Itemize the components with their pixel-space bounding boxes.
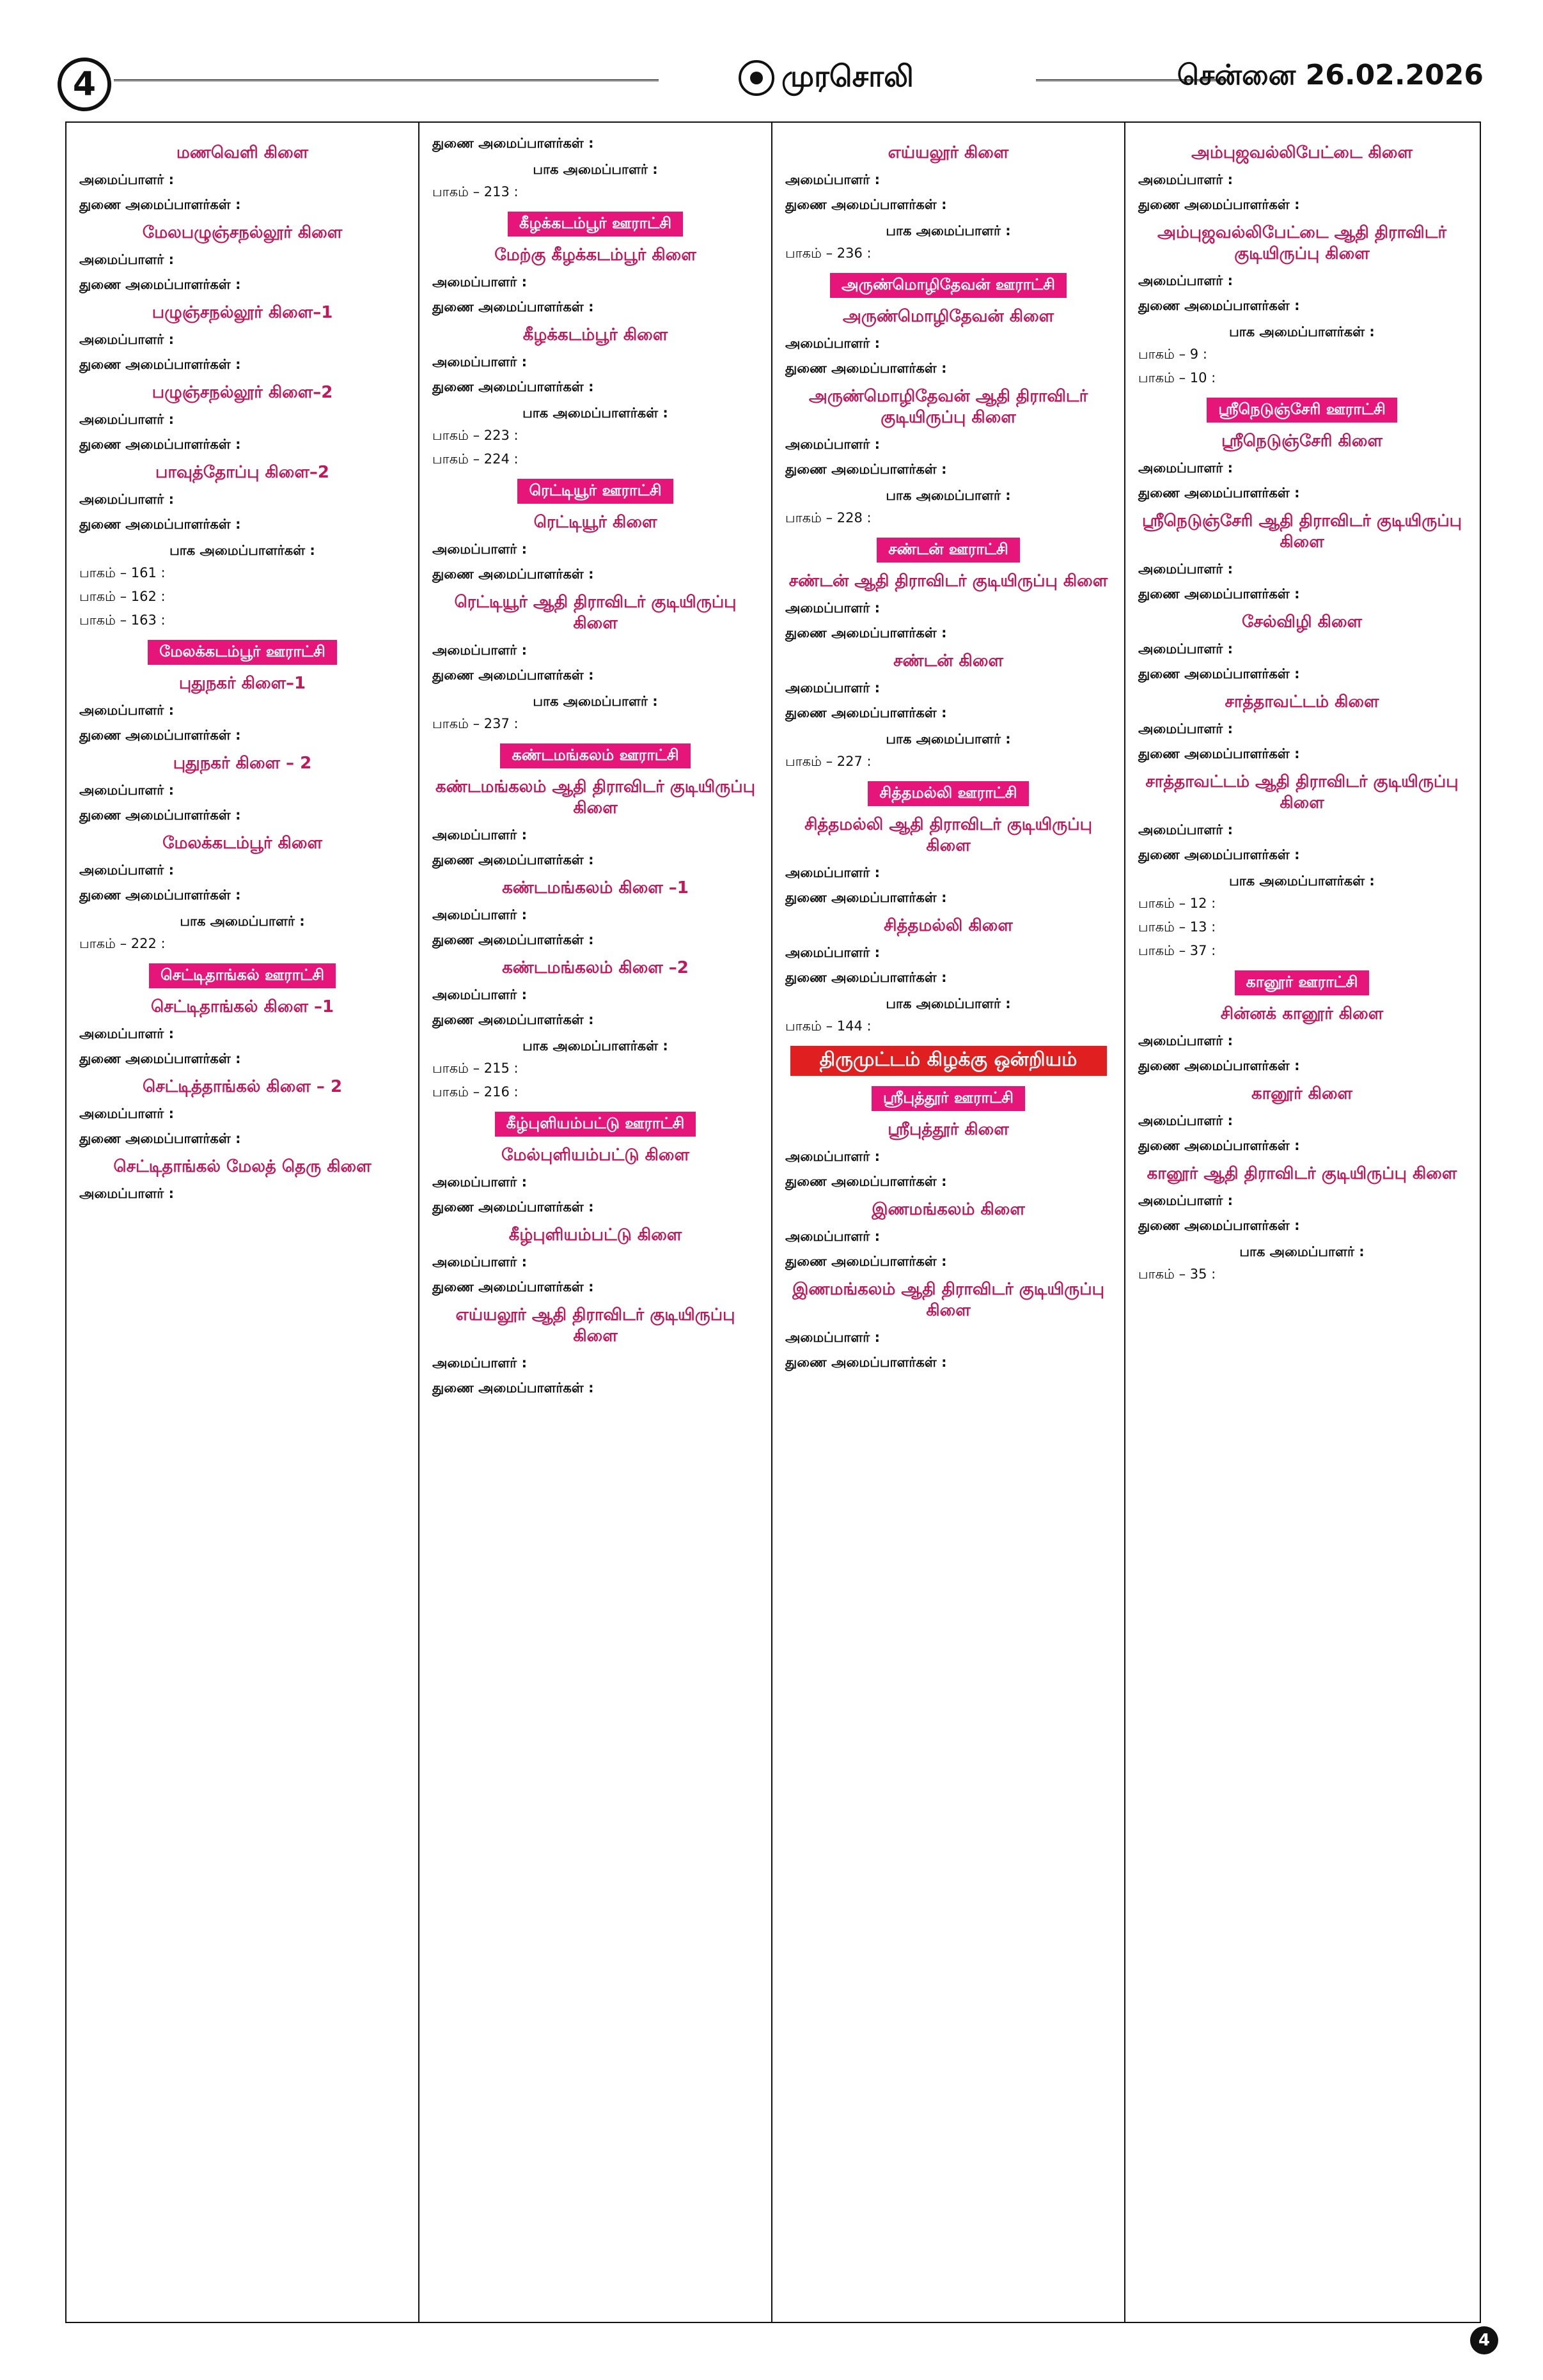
column-1 [67, 123, 419, 2322]
office-bearer-entry [1138, 297, 1466, 315]
section-heading: ஸ்ரீபுத்தூர் கிளை [888, 1120, 1009, 1139]
office-bearer-entry [79, 1130, 405, 1148]
role-label: அமைப்பாளர் : [79, 172, 174, 187]
office-bearer-entry [785, 599, 1111, 618]
role-label: அமைப்பாளர் : [785, 1330, 880, 1345]
role-label: அமைப்பாளர் : [432, 354, 527, 369]
role-label: துணை அமைப்பாளர்கள் : [1138, 197, 1300, 212]
office-bearer-entry [432, 378, 758, 396]
section-heading: எய்யலூர் ஆதி திராவிடர் குடியிருப்பு கிளை [455, 1305, 735, 1346]
office-bearer-entry [1138, 272, 1466, 290]
section-heading: செட்டிதாங்கல் கிளை –1 [150, 997, 334, 1016]
role-label: துணை அமைப்பாளர்கள் : [79, 277, 241, 292]
ward-line: பாகம் – 227 : [785, 754, 872, 769]
role-label: அமைப்பாளர் : [432, 1174, 527, 1190]
subheading: பாக அமைப்பாளர் : [533, 162, 658, 177]
office-bearer-entry [79, 781, 405, 800]
section-heading: பழுஞ்சநல்லூர் கிளை–2 [152, 383, 333, 402]
role-label: துணை அமைப்பாளர்கள் : [785, 462, 947, 477]
panchayat-banner: கீழக்கடம்பூர் ஊராட்சி [508, 212, 683, 237]
role-label: அமைப்பாளர் : [432, 642, 527, 658]
office-bearer-entry [79, 861, 405, 880]
office-bearer-entry [432, 565, 758, 584]
role-label: அமைப்பாளர் : [432, 987, 527, 1002]
role-label: துணை அமைப்பாளர்கள் : [1138, 1138, 1300, 1153]
office-bearer-entry [1138, 640, 1466, 658]
role-label: அமைப்பாளர் : [785, 945, 880, 960]
office-bearer-entry [432, 353, 758, 371]
section-heading: கானூர் கிளை [1251, 1084, 1353, 1103]
section-heading: சேல்விழி கிளை [1241, 612, 1363, 632]
office-bearer-entry [79, 1050, 405, 1068]
section-heading: கண்டமங்கலம் கிளை –1 [502, 878, 689, 898]
section-heading: அருண்மொழிதேவன் ஆதி திராவிடர் குடியிருப்பு கிளை [808, 387, 1088, 427]
office-bearer-entry [785, 889, 1111, 907]
office-bearer-entry [785, 704, 1111, 722]
role-label: அமைப்பாளர் : [785, 680, 880, 696]
office-bearer-entry [79, 1185, 405, 1203]
role-label: துணை அமைப்பாளர்கள் : [432, 1199, 594, 1215]
office-bearer-entry [79, 806, 405, 825]
office-bearer-entry [432, 851, 758, 869]
role-label: அமைப்பாளர் : [785, 865, 880, 880]
section-heading: சித்தமல்லி ஆதி திராவிடர் குடியிருப்பு கிளை [804, 815, 1092, 855]
ward-line: பாகம் – 215 : [432, 1061, 519, 1076]
office-bearer-entry [432, 641, 758, 660]
subheading: பாக அமைப்பாளர்கள் : [169, 543, 315, 558]
role-label: துணை அமைப்பாளர்கள் : [79, 517, 241, 532]
paper-logo-icon [739, 60, 774, 96]
section-heading: சாத்தாவட்டம் கிளை [1225, 692, 1379, 712]
office-bearer-entry [1138, 585, 1466, 603]
panchayat-banner: கானூர் ஊராட்சி [1235, 970, 1370, 995]
role-label: துணை அமைப்பாளர்கள் : [432, 1380, 594, 1396]
office-bearer-entry [1138, 1112, 1466, 1130]
role-label: துணை அமைப்பாளர்கள் : [1138, 666, 1300, 681]
role-label: அமைப்பாளர் : [785, 437, 880, 452]
ward-line: பாகம் – 9 : [1138, 346, 1207, 362]
role-label: அமைப்பாளர் : [785, 600, 880, 616]
role-label: அமைப்பாளர் : [79, 1186, 174, 1201]
section-heading: புதுநகர் கிளை–1 [178, 674, 306, 693]
office-bearer-entry [432, 1011, 758, 1029]
section-heading: மணவெளி கிளை [176, 143, 309, 162]
ward-line: பாகம் – 237 : [432, 716, 519, 731]
masthead [38, 51, 1503, 109]
section-heading: மேற்கு கீழக்கடம்பூர் கிளை [494, 245, 696, 265]
ward-line: பாகம் – 10 : [1138, 370, 1216, 385]
role-label: அமைப்பாளர் : [79, 1026, 174, 1041]
role-label: அமைப்பாளர் : [79, 862, 174, 878]
role-label: துணை அமைப்பாளர்கள் : [1138, 586, 1300, 602]
section-heading: இணமங்கலம் கிளை [872, 1200, 1025, 1219]
role-label: அமைப்பாளர் : [79, 1106, 174, 1121]
role-label: அமைப்பாளர் : [785, 1149, 880, 1164]
office-bearer-entry [432, 1198, 758, 1217]
section-heading: புதுநகர் கிளை – 2 [173, 754, 312, 773]
office-bearer-entry [79, 1105, 405, 1123]
panchayat-banner: சித்தமல்லி ஊராட்சி [868, 781, 1028, 806]
subheading: பாக அமைப்பாளர்கள் : [1229, 324, 1375, 339]
city: சென்னை [1177, 59, 1296, 91]
ward-line: பாகம் – 144 : [785, 1018, 872, 1034]
role-label: அமைப்பாளர் : [1138, 172, 1233, 187]
role-label: அமைப்பாளர் : [785, 172, 880, 187]
section-heading: செட்டித்தாங்கல் கிளை – 2 [142, 1077, 343, 1096]
role-label: துணை அமைப்பாளர்கள் : [785, 1254, 947, 1269]
office-bearer-entry [785, 460, 1111, 479]
ward-line: பாகம் – 222 : [79, 936, 166, 951]
office-bearer-entry [1138, 821, 1466, 839]
office-bearer-entry [432, 298, 758, 316]
ward-line: பாகம் – 228 : [785, 510, 872, 525]
section-heading: செட்டிதாங்கல் மேலத் தெரு கிளை [113, 1157, 372, 1176]
role-label: துணை அமைப்பாளர்கள் : [1138, 1058, 1300, 1073]
ward-line: பாகம் – 161 : [79, 565, 166, 580]
role-label: துணை அமைப்பாளர்கள் : [785, 625, 947, 641]
office-bearer-entry [785, 171, 1111, 189]
office-bearer-entry [79, 355, 405, 374]
office-bearer-entry [432, 1379, 758, 1397]
section-heading: சண்டன் கிளை [893, 651, 1003, 671]
office-bearer-entry [432, 931, 758, 949]
office-bearer-entry [785, 1252, 1111, 1271]
ward-line: பாகம் – 13 : [1138, 919, 1216, 935]
office-bearer-entry [79, 490, 405, 509]
ward-line: பாகம் – 162 : [79, 589, 166, 604]
office-bearer-entry [79, 276, 405, 294]
role-label: துணை அமைப்பாளர்கள் : [432, 932, 594, 947]
office-bearer-entry [785, 359, 1111, 378]
ward-line: பாகம் – 216 : [432, 1084, 519, 1100]
panchayat-banner: ஸ்ரீபுத்தூர் ஊராட்சி [872, 1086, 1025, 1111]
subheading: பாக அமைப்பாளர் : [886, 223, 1011, 238]
office-bearer-entry [79, 1025, 405, 1043]
column-2 [419, 123, 772, 2322]
section-heading: மேல்புளியம்பட்டு கிளை [501, 1146, 689, 1165]
role-label: துணை அமைப்பாளர்கள் : [79, 197, 241, 212]
office-bearer-entry [785, 1227, 1111, 1246]
office-bearer-entry [432, 1253, 758, 1272]
role-label: துணை அமைப்பாளர்கள் : [432, 566, 594, 582]
office-bearer-entry [79, 726, 405, 745]
role-label: துணை அமைப்பாளர்கள் : [1138, 746, 1300, 761]
office-bearer-entry [1138, 745, 1466, 763]
office-bearer-entry [1138, 665, 1466, 683]
section-heading: பாவுத்தோப்பு கிளை–2 [155, 463, 329, 482]
office-bearer-entry [432, 986, 758, 1004]
section-heading: சாத்தாவட்டம் ஆதி திராவிடர் குடியிருப்பு கிளை [1145, 772, 1459, 813]
office-bearer-entry [432, 906, 758, 924]
office-bearer-entry [785, 1328, 1111, 1347]
office-bearer-entry [432, 826, 758, 844]
role-label: துணை அமைப்பாளர்கள் : [785, 890, 947, 905]
column-3 [772, 123, 1125, 2322]
role-label: அமைப்பாளர் : [1138, 1113, 1233, 1128]
role-label: அமைப்பாளர் : [1138, 641, 1233, 657]
section-heading: சின்னக் கானூர் கிளை [1220, 1004, 1384, 1023]
ward-line: பாகம் – 223 : [432, 428, 519, 443]
office-bearer-entry [432, 1354, 758, 1373]
office-bearer-entry [79, 435, 405, 454]
ward-line: பாகம் – 163 : [79, 612, 166, 628]
office-bearer-entry [1138, 171, 1466, 189]
date: 26.02.2026 [1305, 59, 1484, 91]
section-heading: ஸ்ரீநெடுஞ்சேரி கிளை [1221, 432, 1382, 451]
office-bearer-entry [432, 666, 758, 685]
ward-line: பாகம் – 236 : [785, 245, 872, 261]
role-label: அமைப்பாளர் : [785, 336, 880, 351]
role-label: அமைப்பாளர் : [432, 541, 527, 557]
subheading: பாக அமைப்பாளர் : [180, 914, 305, 929]
section-heading: கீழக்கடம்பூர் கிளை [522, 325, 668, 345]
paper-name: முரசொலி [781, 59, 914, 93]
section-heading: கானூர் ஆதி திராவிடர் குடியிருப்பு கிளை [1147, 1164, 1457, 1183]
role-label: அமைப்பாளர் : [79, 252, 174, 267]
office-bearer-entry [785, 1353, 1111, 1372]
ward-line: பாகம் – 37 : [1138, 943, 1216, 958]
office-bearer-entry [785, 624, 1111, 642]
role-label: அமைப்பாளர் : [1138, 1193, 1233, 1208]
office-bearer-entry [1138, 720, 1466, 738]
role-label: துணை அமைப்பாளர்கள் : [785, 1355, 947, 1370]
section-heading: அம்புஜவல்லிபேட்டை ஆதி திராவிடர் குடியிருப்பு கிளை [1157, 223, 1447, 263]
subheading: பாக அமைப்பாளர்கள் : [1229, 873, 1375, 889]
section-heading: இணமங்கலம் ஆதி திராவிடர் குடியிருப்பு கிளை [792, 1280, 1104, 1320]
role-label: அமைப்பாளர் : [432, 1355, 527, 1371]
office-bearer-entry [432, 1173, 758, 1192]
office-bearer-entry [785, 968, 1111, 987]
office-bearer-entry [79, 701, 405, 720]
office-bearer-entry [79, 886, 405, 905]
role-label: அமைப்பாளர் : [1138, 1033, 1233, 1048]
section-heading: கண்டமங்கலம் கிளை –2 [502, 958, 689, 977]
subheading: பாக அமைப்பாளர்கள் : [522, 1038, 668, 1054]
section-heading: ரெட்டியூர் ஆதி திராவிடர் குடியிருப்பு கிளை [454, 593, 737, 633]
office-bearer-entry [79, 196, 405, 214]
role-label: அமைப்பாளர் : [1138, 561, 1233, 577]
panchayat-banner: செட்டிதாங்கல் ஊராட்சி [149, 963, 336, 988]
role-label: துணை அமைப்பாளர்கள் : [79, 1051, 241, 1066]
role-label: அமைப்பாளர் : [432, 907, 527, 922]
role-label: துணை அமைப்பாளர்கள் : [79, 437, 241, 452]
office-bearer-entry [785, 679, 1111, 697]
office-bearer-entry [1138, 1137, 1466, 1155]
office-bearer-entry [785, 1147, 1111, 1166]
panchayat-banner: ரெட்டியூர் ஊராட்சி [517, 479, 673, 504]
role-label: துணை அமைப்பாளர்கள் : [432, 136, 594, 151]
office-bearer-entry [79, 410, 405, 429]
role-label: துணை அமைப்பாளர்கள் : [432, 379, 594, 394]
role-label: துணை அமைப்பாளர்கள் : [432, 1012, 594, 1027]
panchayat-banner: கண்டமங்கலம் ஊராட்சி [500, 743, 690, 768]
role-label: துணை அமைப்பாளர்கள் : [79, 357, 241, 372]
office-bearer-entry [432, 134, 758, 153]
section-heading: ஸ்ரீநெடுஞ்சேரி ஆதி திராவிடர் குடியிருப்பு கிளை [1141, 511, 1462, 552]
office-bearer-entry [1138, 459, 1466, 478]
role-label: துணை அமைப்பாளர்கள் : [1138, 1218, 1300, 1233]
page-number-badge: 4 [58, 58, 111, 111]
role-label: துணை அமைப்பாளர்கள் : [79, 1131, 241, 1146]
office-bearer-entry [785, 864, 1111, 882]
role-label: அமைப்பாளர் : [432, 827, 527, 843]
office-bearer-entry [785, 1172, 1111, 1191]
office-bearer-entry [785, 435, 1111, 454]
subheading: பாக அமைப்பாளர் : [886, 488, 1011, 503]
subheading: பாக அமைப்பாளர்கள் : [522, 405, 668, 421]
role-label: துணை அமைப்பாளர்கள் : [79, 887, 241, 903]
section-heading: எய்யலூர் கிளை [888, 143, 1009, 162]
panchayat-banner: சண்டன் ஊராட்சி [877, 538, 1020, 563]
office-bearer-entry [1138, 1192, 1466, 1210]
role-label: துணை அமைப்பாளர்கள் : [432, 667, 594, 683]
role-label: அமைப்பாளர் : [1138, 822, 1233, 837]
role-label: துணை அமைப்பாளர்கள் : [785, 705, 947, 720]
role-label: துணை அமைப்பாளர்கள் : [432, 852, 594, 867]
office-bearer-entry [432, 273, 758, 292]
section-heading: ரெட்டியூர் கிளை [533, 513, 657, 532]
role-label: அமைப்பாளர் : [79, 332, 174, 347]
role-label: துணை அமைப்பாளர்கள் : [785, 361, 947, 376]
subheading: பாக அமைப்பாளர் : [886, 731, 1011, 747]
section-heading: பழுஞ்சநல்லூர் கிளை–1 [152, 303, 333, 322]
section-heading: அருண்மொழிதேவன் கிளை [842, 307, 1054, 326]
role-label: அமைப்பாளர் : [432, 1254, 527, 1270]
office-bearer-entry [79, 515, 405, 534]
office-bearer-entry [432, 1278, 758, 1296]
role-label: துணை அமைப்பாளர்கள் : [1138, 485, 1300, 501]
office-bearer-entry [79, 251, 405, 269]
role-label: அமைப்பாளர் : [79, 412, 174, 427]
panchayat-banner: கீழ்புளியம்பட்டு ஊராட்சி [495, 1112, 696, 1137]
section-heading: மேலக்கடம்பூர் கிளை [162, 834, 322, 853]
column-4 [1125, 123, 1478, 2322]
panchayat-banner: ஸ்ரீநெடுஞ்சேரி ஊராட்சி [1207, 398, 1397, 423]
office-bearer-entry [1138, 196, 1466, 214]
office-bearer-entry [432, 540, 758, 559]
panchayat-banner: திருமுட்டம் கிழக்கு ஒன்றியம் [790, 1046, 1107, 1076]
role-label: துணை அமைப்பாளர்கள் : [432, 1279, 594, 1295]
ward-line: பாகம் – 12 : [1138, 896, 1216, 911]
role-label: துணை அமைப்பாளர்கள் : [1138, 847, 1300, 862]
office-bearer-entry [79, 331, 405, 349]
role-label: துணை அமைப்பாளர்கள் : [79, 727, 241, 743]
office-bearer-entry [785, 196, 1111, 214]
role-label: அமைப்பாளர் : [1138, 721, 1233, 736]
dateline [1177, 59, 1484, 95]
subheading: பாக அமைப்பாளர் : [886, 996, 1011, 1011]
section-heading: சித்தமல்லி கிளை [884, 916, 1013, 935]
role-label: துணை அமைப்பாளர்கள் : [785, 1174, 947, 1189]
office-bearer-entry [1138, 846, 1466, 864]
ward-line: பாகம் – 35 : [1138, 1266, 1216, 1282]
role-label: அமைப்பாளர் : [785, 1229, 880, 1244]
panchayat-banner: மேலக்கடம்பூர் ஊராட்சி [148, 640, 337, 665]
article-columns [65, 121, 1481, 2323]
office-bearer-entry [785, 334, 1111, 353]
section-heading: மேலபழுஞ்சநல்லூர் கிளை [142, 223, 343, 242]
role-label: அமைப்பாளர் : [432, 274, 527, 290]
office-bearer-entry [79, 171, 405, 189]
panchayat-banner: அருண்மொழிதேவன் ஊராட்சி [830, 273, 1067, 298]
role-label: அமைப்பாளர் : [79, 703, 174, 718]
subheading: பாக அமைப்பாளர் : [533, 694, 658, 709]
role-label: அமைப்பாளர் : [1138, 460, 1233, 476]
office-bearer-entry [1138, 484, 1466, 502]
role-label: துணை அமைப்பாளர்கள் : [785, 197, 947, 212]
masthead-rule-left [114, 79, 659, 81]
office-bearer-entry [1138, 1032, 1466, 1050]
section-heading: கீழ்புளியம்பட்டு கிளை [508, 1225, 682, 1245]
office-bearer-entry [1138, 1217, 1466, 1235]
section-heading: அம்புஜவல்லிபேட்டை கிளை [1191, 143, 1413, 162]
office-bearer-entry [785, 944, 1111, 962]
office-bearer-entry [1138, 1057, 1466, 1075]
role-label: அமைப்பாளர் : [79, 782, 174, 798]
role-label: துணை அமைப்பாளர்கள் : [432, 299, 594, 315]
section-heading: சண்டன் ஆதி திராவிடர் குடியிருப்பு கிளை [788, 572, 1108, 591]
ward-line: பாகம் – 224 : [432, 451, 519, 467]
role-label: துணை அமைப்பாளர்கள் : [785, 970, 947, 985]
role-label: துணை அமைப்பாளர்கள் : [79, 807, 241, 823]
role-label: அமைப்பாளர் : [1138, 273, 1233, 288]
role-label: அமைப்பாளர் : [79, 492, 174, 507]
section-heading: கண்டமங்கலம் ஆதி திராவிடர் குடியிருப்பு கிளை [435, 777, 755, 818]
subheading: பாக அமைப்பாளர் : [1239, 1244, 1365, 1259]
ward-line: பாகம் – 213 : [432, 184, 519, 199]
office-bearer-entry [1138, 560, 1466, 579]
role-label: துணை அமைப்பாளர்கள் : [1138, 298, 1300, 313]
footer-page-number: 4 [1470, 2326, 1498, 2354]
